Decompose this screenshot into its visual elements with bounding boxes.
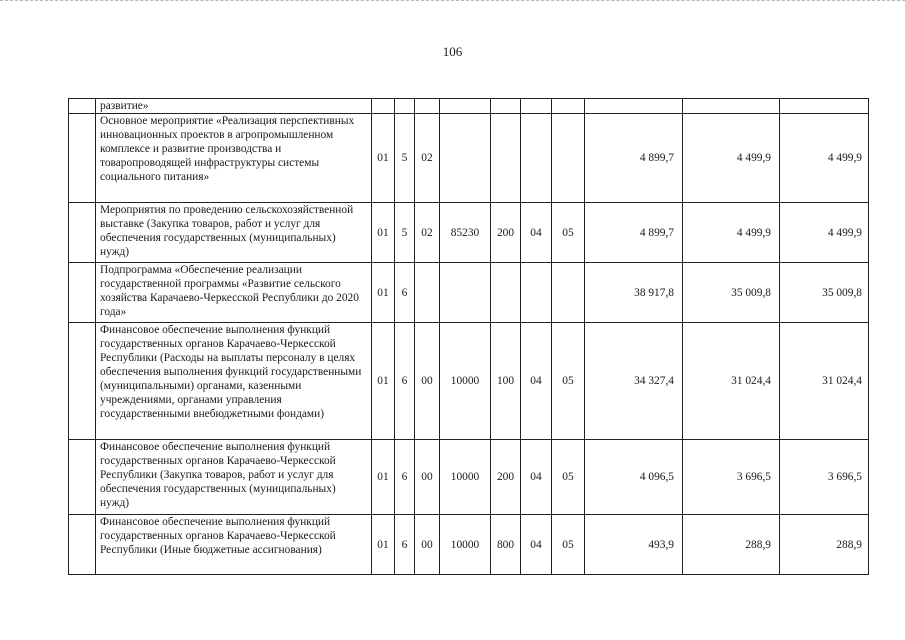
code-cell: 05: [552, 440, 585, 515]
code-cell: 02: [415, 114, 440, 203]
code-cell: 85230: [440, 203, 491, 263]
item-name: развитие»: [96, 99, 372, 114]
code-cell: 05: [552, 323, 585, 440]
item-name: Финансовое обеспечение выполнения функций государственных органов Карачаево-Черкесской Республики (Иные бюджетные ассигнования): [96, 515, 372, 575]
code-cell: 05: [552, 515, 585, 575]
amount-cell: 288,9: [780, 515, 869, 575]
amount-cell: [683, 99, 780, 114]
amount-cell: [780, 99, 869, 114]
row-number-cell: [69, 203, 96, 263]
code-cell: [552, 99, 585, 114]
code-cell: [415, 99, 440, 114]
table-row: [69, 114, 869, 203]
amount-cell: [585, 99, 683, 114]
code-cell: 05: [552, 203, 585, 263]
amount-cell: 288,9: [683, 515, 780, 575]
item-name: Мероприятия по проведению сельскохозяйственной выставке (Закупка товаров, работ и услуг для обеспечения государственных (муниципальных) нужд): [96, 203, 372, 263]
item-name: Финансовое обеспечение выполнения функций государственных органов Карачаево-Черкесской Республики (Закупка товаров, работ и услуг для обеспечения государственных (муниципальных) нужд): [96, 440, 372, 515]
amount-cell: 4 899,7: [585, 203, 683, 263]
code-cell: 04: [521, 203, 552, 263]
code-cell: [491, 99, 521, 114]
amount-cell: 35 009,8: [683, 263, 780, 323]
code-cell: 6: [395, 515, 415, 575]
code-cell: 800: [491, 515, 521, 575]
table-row: [69, 203, 869, 263]
code-cell: 00: [415, 440, 440, 515]
code-cell: 200: [491, 440, 521, 515]
scan-edge: [0, 0, 905, 7]
amount-cell: 38 917,8: [585, 263, 683, 323]
code-cell: 6: [395, 323, 415, 440]
code-cell: 200: [491, 203, 521, 263]
row-number-cell: [69, 263, 96, 323]
row-number-cell: [69, 515, 96, 575]
code-cell: 6: [395, 263, 415, 323]
amount-cell: 4 499,9: [780, 203, 869, 263]
amount-cell: 4 499,9: [683, 114, 780, 203]
amount-cell: 34 327,4: [585, 323, 683, 440]
code-cell: 04: [521, 515, 552, 575]
code-cell: 02: [415, 203, 440, 263]
amount-cell: 4 499,9: [683, 203, 780, 263]
table-row: [69, 263, 869, 323]
row-number-cell: [69, 99, 96, 114]
code-cell: 6: [395, 440, 415, 515]
table-row: [69, 440, 869, 515]
amount-cell: 493,9: [585, 515, 683, 575]
amount-cell: 35 009,8: [780, 263, 869, 323]
table-row: [69, 323, 869, 440]
code-cell: [395, 99, 415, 114]
code-cell: 5: [395, 114, 415, 203]
code-cell: [372, 99, 395, 114]
code-cell: 01: [372, 323, 395, 440]
amount-cell: 4 499,9: [780, 114, 869, 203]
row-number-cell: [69, 323, 96, 440]
code-cell: 00: [415, 515, 440, 575]
amount-cell: 31 024,4: [780, 323, 869, 440]
code-cell: [491, 114, 521, 203]
code-cell: [415, 263, 440, 323]
code-cell: 01: [372, 515, 395, 575]
item-name: Финансовое обеспечение выполнения функций государственных органов Карачаево-Черкесской Республики (Расходы на выплаты персоналу в целях обеспечения выполнения функций государственными (муниципальными) органами, казенными учреждениями, органами управления государственными внебюджетными фондами): [96, 323, 372, 440]
amount-cell: 4 899,7: [585, 114, 683, 203]
amount-cell: 3 696,5: [780, 440, 869, 515]
row-number-cell: [69, 114, 96, 203]
code-cell: 5: [395, 203, 415, 263]
code-cell: 100: [491, 323, 521, 440]
table-row: [69, 515, 869, 575]
code-cell: 01: [372, 114, 395, 203]
item-name: Подпрограмма «Обеспечение реализации государственной программы «Развитие сельского хозяйства Карачаево-Черкесской Республики до 2020 года»: [96, 263, 372, 323]
page-number: 106: [442, 44, 463, 59]
code-cell: 00: [415, 323, 440, 440]
code-cell: [440, 99, 491, 114]
code-cell: [491, 263, 521, 323]
code-cell: [440, 263, 491, 323]
amount-cell: 3 696,5: [683, 440, 780, 515]
code-cell: [552, 114, 585, 203]
amount-cell: 4 096,5: [585, 440, 683, 515]
row-number-cell: [69, 440, 96, 515]
budget-table: [68, 98, 869, 575]
item-name: Основное мероприятие «Реализация перспективных инновационных проектов в агропромышленном комплексе и развитие производства и товаропроводящей инфраструктуры системы социального питания»: [96, 114, 372, 203]
code-cell: 04: [521, 323, 552, 440]
code-cell: 04: [521, 440, 552, 515]
code-cell: 10000: [440, 323, 491, 440]
code-cell: 10000: [440, 515, 491, 575]
amount-cell: 31 024,4: [683, 323, 780, 440]
code-cell: 01: [372, 440, 395, 515]
code-cell: 01: [372, 263, 395, 323]
code-cell: 10000: [440, 440, 491, 515]
code-cell: [521, 263, 552, 323]
code-cell: [521, 114, 552, 203]
code-cell: [440, 114, 491, 203]
table-row: [69, 99, 869, 114]
code-cell: [521, 99, 552, 114]
code-cell: [552, 263, 585, 323]
code-cell: 01: [372, 203, 395, 263]
